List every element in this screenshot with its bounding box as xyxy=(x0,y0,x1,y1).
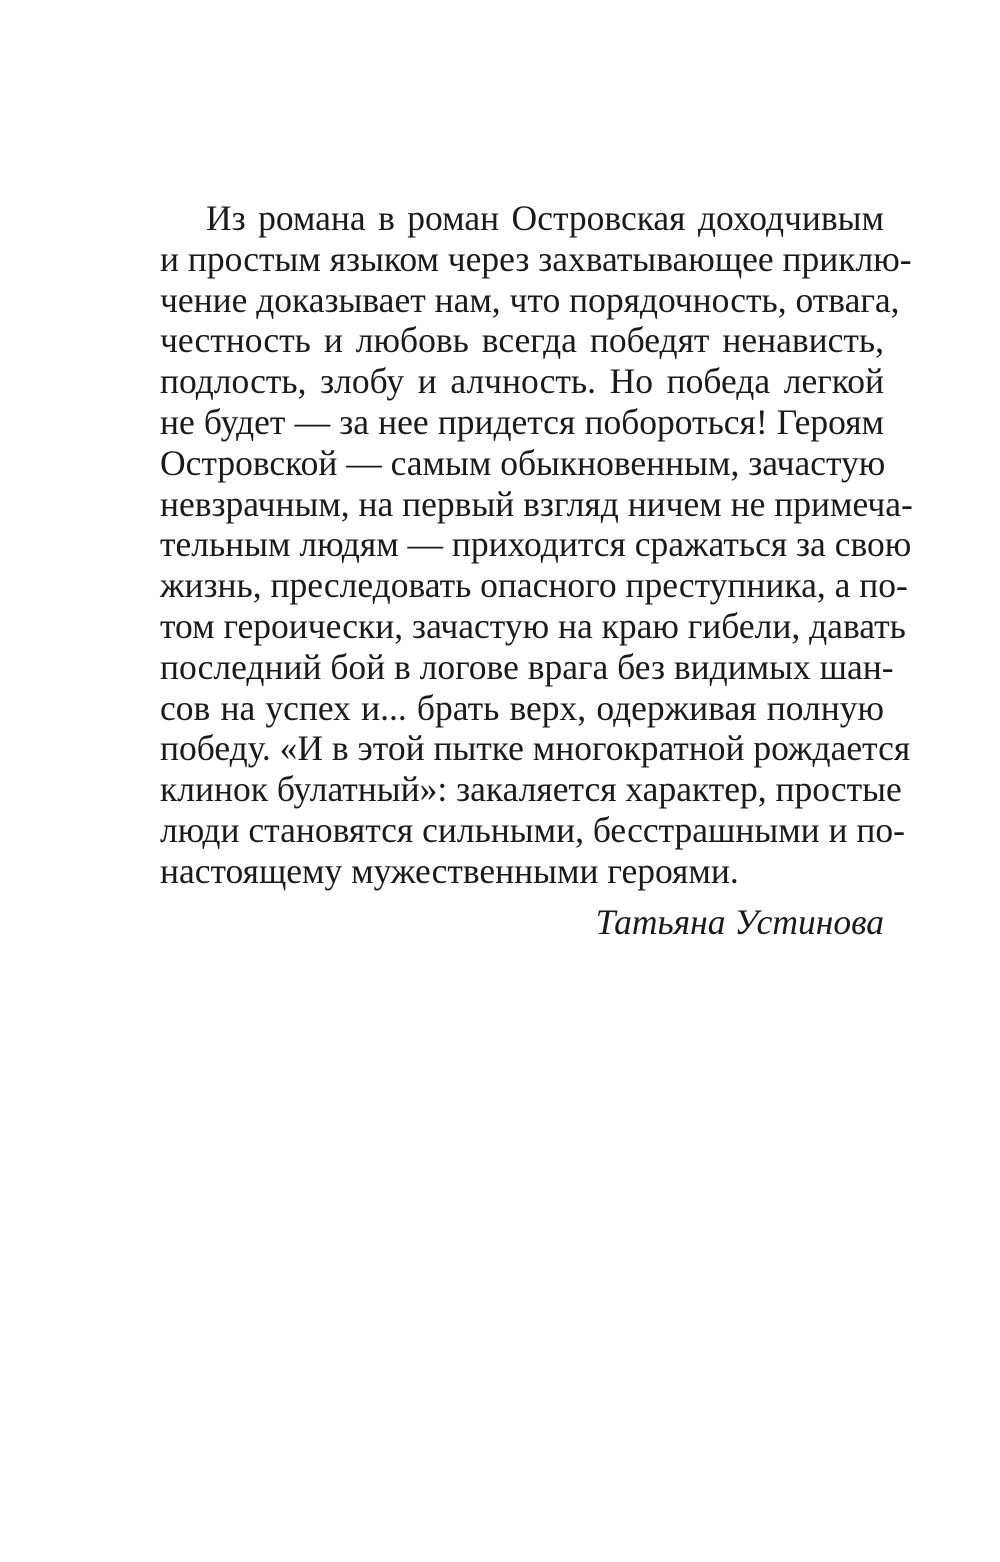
paragraph-line: последний бой в логове врага без видимых шан- xyxy=(160,646,894,687)
paragraph-line: не будет — за нее придется побороться! Героям xyxy=(160,401,884,442)
paragraph-line: честность и любовь всегда победят ненависть, xyxy=(160,320,884,361)
paragraph-line: люди становятся сильными, бесстрашными и по- xyxy=(160,809,905,850)
paragraph-line: подлость, злобу и алчность. Но победа легкой xyxy=(160,361,884,402)
paragraph-line: чение доказывает нам, что порядочность, отвага, xyxy=(160,279,900,320)
paragraph-line: сов на успех и... брать верх, одерживая полную xyxy=(160,687,884,728)
paragraph-line: тельным людям — приходится сражаться за свою xyxy=(160,524,912,565)
paragraph-line: Из романа в роман Островская доходчивым xyxy=(206,198,884,238)
paragraph-line: невзрачным, на первый взгляд ничем не примеча- xyxy=(160,483,913,524)
paragraph-line: настоящему мужественными героями. xyxy=(160,850,739,891)
paragraph-line: Островской — самым обыкновенным, зачастую xyxy=(160,442,886,483)
paragraph-line: том героически, зачастую на краю гибели, давать xyxy=(160,605,906,646)
paragraph-line: и простым языком через захватывающее приклю- xyxy=(160,238,912,279)
paragraph-line: клинок булатный»: закаляется характер, простые xyxy=(160,769,902,810)
paragraph-line: победу. «И в этой пытке многократной рождается xyxy=(160,728,911,769)
paragraph-line: жизнь, преследовать опасного преступника, а по- xyxy=(160,565,908,606)
author-signature: Татьяна Устинова xyxy=(595,902,884,942)
quote-paragraph xyxy=(160,198,913,892)
